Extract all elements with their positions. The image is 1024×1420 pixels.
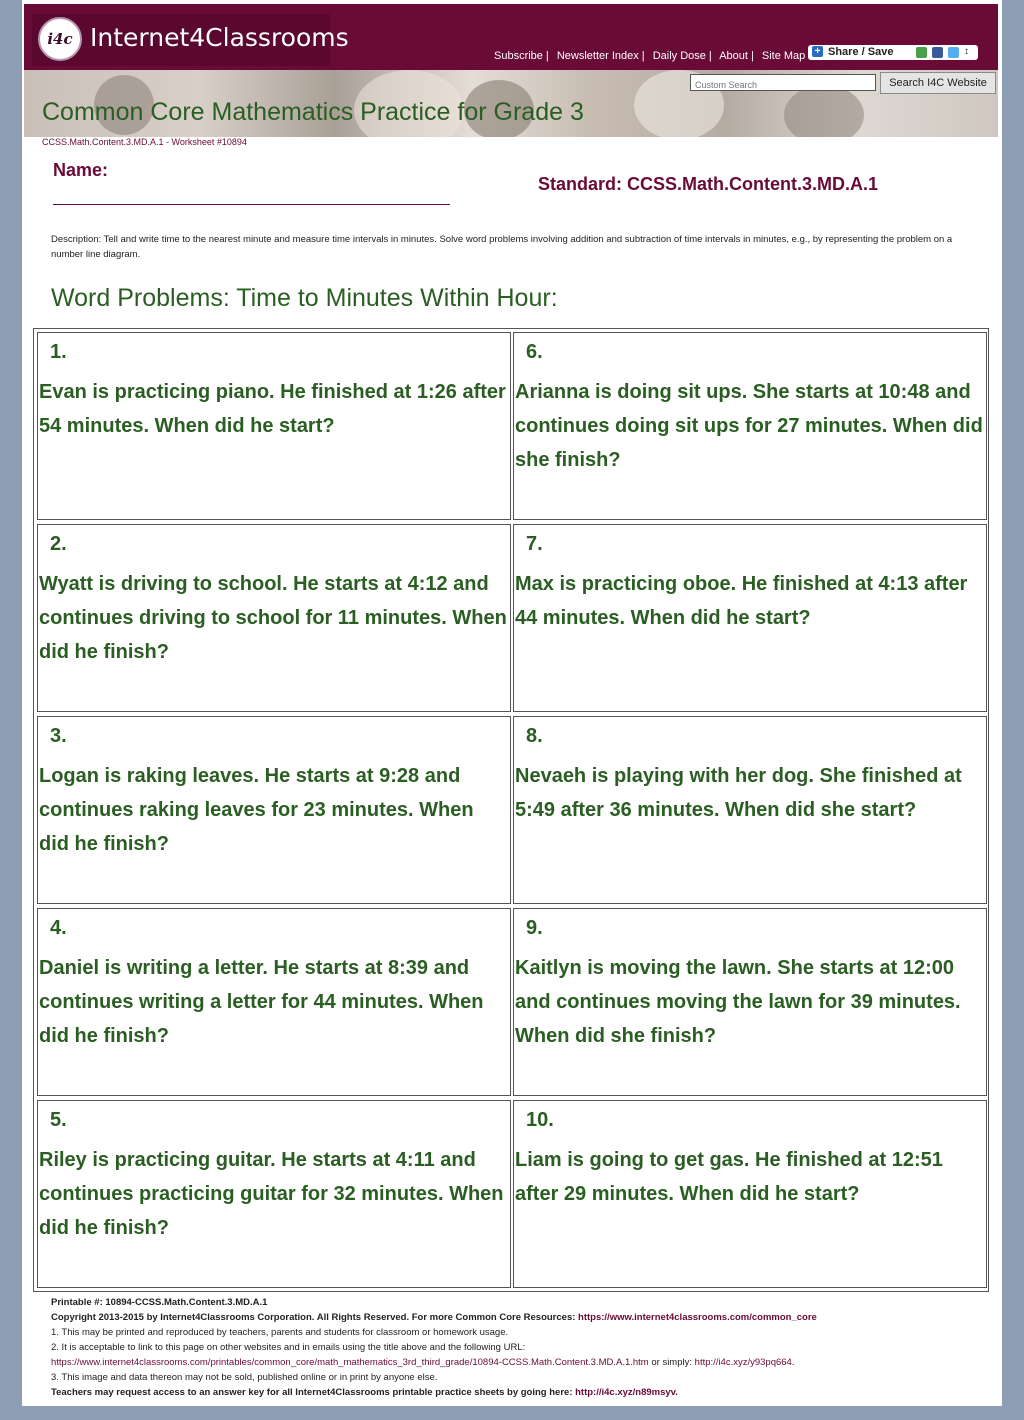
nav-newsletter-index[interactable]: Newsletter Index — [556, 50, 639, 62]
twitter-icon — [948, 47, 959, 58]
problem-text: Kaitlyn is moving the lawn. She starts at 12:00 and continues moving the lawn for 39 minutes. When did she finish? — [515, 957, 961, 1047]
problem-number: 3. — [50, 725, 67, 747]
site-logo[interactable] — [32, 14, 349, 66]
facebook-icon — [932, 47, 943, 58]
worksheet-full-url-link[interactable]: https://www.internet4classrooms.com/printables/common_core/math_mathematics_3rd_third_grade/10894-CCSS.Math.Content.3.MD.A.1.htm — [51, 1357, 649, 1368]
worksheet-short-url-link[interactable]: http://i4c.xyz/y93pq664 — [694, 1357, 792, 1368]
site-logo-text: Internet4Classrooms — [90, 23, 349, 52]
custom-search-field[interactable] — [690, 74, 876, 91]
problem-number: 2. — [50, 533, 67, 555]
worksheet-url-line: https://www.internet4classrooms.com/printables/common_core/math_mathematics_3rd_third_grade/10894-CCSS.Math.Content.3.MD.A.1.htm or simply: http://i4c.xyz/y93pq664. — [51, 1357, 795, 1368]
problem-number: 9. — [526, 917, 543, 939]
copyright-line — [51, 1310, 991, 1325]
nav-daily-dose[interactable]: Daily Dose — [652, 50, 706, 62]
search-site-button[interactable]: Search I4C Website — [880, 72, 996, 94]
problem-number: 6. — [526, 341, 543, 363]
problem-cell — [513, 524, 987, 712]
page-title: Common Core Mathematics Practice for Grade 3 — [42, 98, 584, 126]
problem-text: Nevaeh is playing with her dog. She finished at 5:49 after 36 minutes. When did she start? — [515, 765, 962, 821]
standard-label: Standard: CCSS.Math.Content.3.MD.A.1 — [538, 174, 879, 194]
printable-number: Printable #: 10894-CCSS.Math.Content.3.MD.A.1 — [51, 1297, 268, 1308]
problem-text: Arianna is doing sit ups. She starts at 10:48 and continues doing sit ups for 27 minutes. When did she finish? — [515, 381, 983, 471]
problem-number: 10. — [526, 1109, 554, 1131]
search-input[interactable] — [691, 78, 875, 93]
problem-number: 5. — [50, 1109, 67, 1131]
problem-text: Evan is practicing piano. He finished at 1:26 after 54 minutes. When did he start? — [39, 381, 506, 437]
share-plus-icon: + — [812, 46, 823, 57]
problem-number: 4. — [50, 917, 67, 939]
problem-cell — [37, 332, 511, 520]
worksheet-page — [22, 0, 1002, 1406]
section-title: Word Problems: Time to Minutes Within Hour: — [51, 284, 558, 312]
problem-cell — [513, 332, 987, 520]
problem-cell — [37, 908, 511, 1096]
problem-cell — [37, 716, 511, 904]
problem-cell — [513, 716, 987, 904]
answer-key-link[interactable]: http://i4c.xyz/n89msyv — [575, 1387, 676, 1398]
share-save-button[interactable] — [808, 45, 978, 60]
problem-number: 1. — [50, 341, 67, 363]
or-simply-text: or simply: — [648, 1357, 695, 1368]
share-save-label: Share / Save — [828, 46, 894, 58]
problem-text: Daniel is writing a letter. He starts at 8:39 and continues writing a letter for 44 minutes. When did he finish? — [39, 957, 484, 1047]
footer — [51, 1295, 991, 1400]
name-line — [53, 204, 450, 205]
nav-subscribe[interactable]: Subscribe — [494, 50, 543, 62]
worksheet-id: CCSS.Math.Content.3.MD.A.1 - Worksheet #10894 — [42, 137, 247, 147]
problem-number: 8. — [526, 725, 543, 747]
chevron-updown-icon: ↕ — [964, 46, 969, 57]
common-core-link[interactable]: https://www.internet4classrooms.com/common_core — [578, 1312, 817, 1323]
worksheet-description: Description: Tell and write time to the nearest minute and measure time intervals in minutes. Solve word problems involving addition and subtraction of time intervals in minutes, e.g., by representing the problem on a number line diagram. — [51, 234, 953, 260]
nav-about[interactable]: About — [719, 50, 748, 62]
problem-cell — [513, 908, 987, 1096]
problem-cell — [37, 524, 511, 712]
i4c-logo-icon: i4c — [38, 17, 82, 61]
name-label: Name: — [53, 160, 109, 180]
answer-key-line: Teachers may request access to an answer key for all Internet4Classrooms printable practice sheets by going here: http://i4c.xyz/n89msyv. — [51, 1387, 678, 1398]
problem-text: Riley is practicing guitar. He starts at 4:11 and continues practicing guitar for 32 minutes. When did he finish? — [39, 1149, 504, 1239]
email-share-icon — [916, 47, 927, 58]
problem-grid — [33, 328, 989, 1292]
usage-line-2: 2. It is acceptable to link to this page on other websites and in emails using the title above and the following URL: — [51, 1342, 526, 1353]
nav-site-map[interactable]: Site Map — [761, 50, 806, 62]
problem-cell — [513, 1100, 987, 1288]
usage-line-1: 1. This may be printed and reproduced by teachers, parents and students for classroom or homework usage. — [51, 1327, 509, 1338]
usage-line-3: 3. This image and data thereon may not be sold, published online or in print by anyone else. — [51, 1372, 438, 1383]
answer-key-text: Teachers may request access to an answer key for all Internet4Classrooms printable practice sheets by going here: — [51, 1387, 573, 1398]
top-nav: Subscribe | Newsletter Index | Daily Dose | About | Site Map — [494, 50, 806, 62]
copyright-text: Copyright 2013-2015 by Internet4Classrooms Corporation. All Rights Reserved. For more Common Core Resources: — [51, 1312, 576, 1323]
problem-text: Wyatt is driving to school. He starts at 4:12 and continues driving to school for 11 minutes. When did he finish? — [39, 573, 507, 663]
problem-text: Max is practicing oboe. He finished at 4:13 after 44 minutes. When did he start? — [515, 573, 968, 629]
problem-text: Liam is going to get gas. He finished at 12:51 after 29 minutes. When did he start? — [515, 1149, 943, 1205]
problem-text: Logan is raking leaves. He starts at 9:28 and continues raking leaves for 23 minutes. When did he finish? — [39, 765, 474, 855]
problem-cell — [37, 1100, 511, 1288]
site-header — [24, 4, 998, 137]
problem-number: 7. — [526, 533, 543, 555]
